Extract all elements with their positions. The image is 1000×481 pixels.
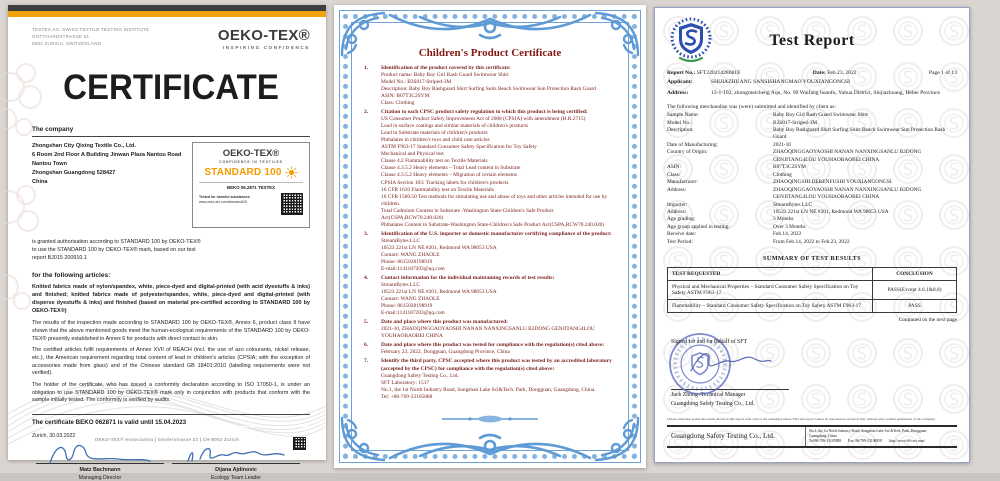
merchandise-intro: The following merchandise was (were) submitted and identified by client as: [667, 104, 836, 111]
section-heading: Date and place where this product was manufactured: [381, 319, 508, 326]
detail-value: From Feb.14, 2022 to Feb.23, 2022 [773, 238, 850, 245]
brand-tagline: INSPIRING CONFIDENCE [222, 45, 310, 50]
qr-code-icon [281, 193, 303, 215]
certificate-paragraphs: The results of the inspection made according to STANDARD 100 by OEKO-TEX®, Annex 6, product class II have shown that the above mentioned goods meet the human-ecological requirements of the STANDARD 100 by OEKO-TEX® presently established in Annex 6 for products with direct contact to skin. The certified articles fulfil requirements of Annex XVII of REACH (incl. the use of azo colourants, nickel release, etc.), the American requirement regarding total content of lead in children's articles (CPSIA; with the exception of accessories made from glass) and of the Chinese standard GB 18401:2010 (labelling requirements were not verified). The holder of the certificate, who has issued a conformity declaration according to ISO 17050-1, is under an obligation to use STANDARD 100 by OEKO-TEX® mark only in conjunction with products that conform with the sample initially tested. The conformity is verified by audits. [32, 320, 310, 404]
bottom-center-flourish-icon [385, 430, 595, 466]
disclaimer-text: Unless otherwise stated the results shown in this report refer only to the sample(s) tested. This test report cannot be reproduced, except in full, without prior written permission of the company. [667, 417, 936, 422]
detail-label: Address: [667, 186, 687, 193]
section-heading: Contact information for the individual maintaining records of test results: [381, 274, 555, 281]
signature-right [172, 441, 300, 481]
detail-label: Importer: [667, 201, 688, 208]
detail-label: Sample Name: [667, 112, 699, 119]
signature-left [36, 441, 164, 481]
detail-value: 2021-10 [773, 141, 791, 148]
section-lines: Product name: Baby Boy Girl Rash Guard Swimwear Shirt Model No.: B3S017-Striped-3M Description: Baby Boy Rashguard Shirt Surfing Suits Beach Swimwear Sun Protection Rash Guard ASIN: B07T3C2SYM Class: Clothing [381, 72, 597, 107]
test-requested-cell: Flammability – Standard Consumer Safety Specification on Toy Safety ASTM F963-17 [668, 300, 873, 313]
section-lines: February 23, 2022, Dongguan, Guangdong Province, China [381, 349, 510, 356]
date-value: Feb.23, 2022 [827, 70, 857, 76]
label-subtitle: CONFIDENCE IN TEXTILES [219, 160, 283, 164]
report-meta-row [667, 70, 957, 76]
articles-description: Knitted fabrics made of nylon/spandex, white, piece-dyed and digital-printed (with acid dyestuffs & inks) and finished; knitted fabrics made of polyester/spandex, white, piece-dyed and digital-printed (with disperse dyestuffs & inks) and finished (based on material pre-certified according to STANDARD 100 by OEKO-TEX®) [32, 284, 310, 315]
company-section-heading: The company [32, 126, 310, 137]
detail-label: Description: [667, 127, 694, 133]
section-heading: Citation to each CPSC product safety regulation to which this product is being certified: [381, 109, 588, 116]
detail-value: ZHAOQINGGAOYAOSHI NANAN NANXINGSANLU B2DONG GENJITANG4LOU YOUHAOBAOBEI CHINA [773, 149, 922, 163]
detail-value: ZHAOQINGSHI DERENFUSHI YOUXIANGONGSI [773, 179, 892, 186]
signatory-name: Dijana Ajdinovic [215, 466, 257, 473]
label-brand: OEKO-TEX® [222, 148, 280, 159]
oeko-tex-logo [218, 27, 310, 50]
signer-name: Jack Zhong /Technical Manager [671, 392, 746, 399]
issuer-address: TESTEX AG, SWISS TEXTILE TESTING INSTITUTE GOTTHARDSTRASSE 61 8002 ZURICH, SWITZERLAND [32, 27, 150, 46]
detail-label: ASIN: [667, 164, 682, 171]
report-header [667, 16, 957, 64]
section-6 [364, 342, 616, 356]
standard-100-label-box [192, 142, 310, 228]
divider-flourish-icon [364, 411, 616, 429]
table-row [668, 300, 957, 313]
section-heading: Identify the third party, CPSC accepted where this product was tested by an accredited laboratory (accepted by the CPSC) for compliance with the regulation(s) cited above: [381, 358, 612, 372]
section-number: 2. [364, 109, 369, 116]
childrens-product-certificate [334, 5, 646, 468]
section-number: 3. [364, 230, 369, 237]
conclusion-cell: PASS [873, 300, 957, 313]
detail-value: Baby Boy Rashguard Shirt Surfing Suits Beach Swimwear Sun Protection Rash Guard [773, 127, 946, 141]
footer-address-line1: No.1, the 1st North Industry Road, Songshan Lake Sci.&Tech. Park, Dongguan, [809, 428, 928, 433]
detail-value: Over 3 Months [773, 223, 806, 230]
footer-address-line2: Guangdong, China [809, 433, 837, 438]
section-lines: US Consumer Product Safety Improvement Act of 2008 (CPSIA) with amendment (H.R.2715) Lead in surface coatings and similar materials of children's products Lead in Substrate materials of children's products Phthalates in children's toys and child care articles ASTM F963-17 Standard Consumer Safety Specification for Toy Safety Mechanical and Physical test Clause 4.2 Flammability test on Textile Materials Clause 4.3.5.2 Heavy elements – Total Lead content in Substrate Clause 4.3.5.2 Heavy elements – Migration of certain elements CPSIA Section 103: Tracking labels for children's products 16 CFR 1610 Flammability test on Textile Materials 16 CFR 1500.50 Test methods for simulating use and abuse of toys and other articles intended for use by children. Total Cadmium Content in Substrate -Washington State-Children's Safe Product Act(CSPA,RCW70.240.020) Phthalates Content in Substrate-Washington State-Children's Safe Product Act(CSPA,RCW70.240.020) [381, 116, 608, 228]
results-table [667, 267, 957, 313]
company-address-block: Zhongshan City Qixing Textile Co., Ltd. 6 Room 2nd Floor A Building Jinwan Plaza Nantou Road Nantou Town Zhongshan Guangdong 528427 China [32, 143, 182, 185]
section-number: 1. [364, 65, 369, 71]
address-row [667, 90, 957, 98]
oeko-tex-certificate [8, 5, 326, 481]
section-lines: Guangdong Safety Testing Co., Ltd. SFT Laboratory: 1517 No.1, the 1st North Industry Road, Songshan Lake Sci&Tech. Park, Dongguan, Guangdong, China. Tel: +86-769-23105888 [381, 372, 596, 400]
section-1 [364, 65, 616, 107]
table-row [668, 281, 957, 300]
detail-label: Age grading: [667, 216, 696, 223]
report-no-value: SFT22021428681E [696, 70, 741, 76]
sample-details [667, 112, 957, 246]
section-heading: Identification of the U.S. importer or domestic manufacturer certifying compliance of the product: [381, 230, 612, 237]
brand-name: OEKO-TEX® [217, 27, 310, 44]
sun-icon [285, 166, 298, 179]
certificate-title: CERTIFICATE [63, 66, 279, 107]
section-lines: StreamBytes LLC 10523 221st LN NE #201, Redmond WA 98053 USA Contact: WANG ZHAOLE Phone: 8615028198919 E-mail:1141187203@qq.com [381, 237, 497, 272]
applicant-row [667, 79, 957, 87]
handwritten-signature-icon [685, 345, 775, 379]
detail-value: Feb.14, 2022 [773, 231, 802, 238]
column-header-test-requested: TEST REQUESTED [668, 268, 873, 281]
detail-label: Date of Manufacturing: [667, 141, 718, 148]
detail-label: Manufacturer: [667, 179, 698, 186]
test-report [654, 7, 970, 463]
continued-note: Continued on the next page [898, 317, 957, 324]
date-label: Date: [812, 70, 826, 76]
report-footer [667, 425, 957, 448]
validity-statement: The certificate BEKO 062871 is valid until 15.04.2023 [32, 414, 310, 427]
detail-value: StreamBytes LLC [773, 201, 813, 208]
footer-text: OEKO-TEX® Association | Genferstrasse 23 | CH-8002 Zurich [94, 437, 240, 442]
detail-label: Receive date: [667, 231, 697, 238]
detail-value: 3 Months [773, 216, 794, 223]
section-heading: Date and place where this product was tested for compliance with the regulation(s) cited above: [381, 342, 605, 349]
conclusion-cell: PASS(Except 4.6.1&8.8) [873, 281, 957, 300]
certificate-title: Children's Product Certificate [418, 47, 562, 59]
authorisation-paragraph: is granted authorisation according to STANDARD 100 by OEKO-TEX® to use the STANDARD 100 by OEKO-TEX® mark, based on our test report BJ015 200910.1 [32, 239, 201, 262]
detail-label: Country of Origin: [667, 149, 708, 156]
section-2 [364, 109, 616, 228]
detail-label: Age group applied in testing: [667, 223, 730, 230]
section-lines: StreamBytes LLC 10523 221st LN NE #201, Redmond WA 98053 USA Contact: WANG ZHAOLE Phone: 8615028198919 E-mail:1141187203@qq.com [381, 281, 497, 317]
column-header-conclusion: CONCLUSION [873, 268, 957, 281]
signatory-title: Managing Director [78, 474, 122, 481]
report-title: Test Report [769, 32, 855, 49]
detail-label: Class: [667, 171, 681, 178]
address-value: 13-1-102, zhongmeicheng Aqu, No. 99 Waifang huanfu, Yuhua District, Shijiazhuang, Hebei Province [711, 89, 940, 96]
section-number: 5. [364, 319, 369, 326]
signatory-name: Matz Bachmann [79, 466, 121, 473]
section-5 [364, 319, 616, 340]
label-url: www.oeko-tex.com/standard100 [199, 200, 248, 205]
sft-laboratory-logo [669, 16, 713, 64]
detail-value: B3S017-Striped-3M [773, 119, 818, 126]
footer-address-block [805, 427, 957, 446]
applicant-value: SHIJIAZHUANG SANSISHANGMAO YOUXIANGONGSI [711, 79, 851, 85]
signature-stamp-block [667, 331, 957, 415]
section-lines: 2021-10, ZHAOQINGGAOYAOSHI NANAN NANXINGSANLU B2DONG GENJITANG4LOU YOUHAOBAOBEI CHINA [381, 326, 595, 340]
summary-title: SUMMARY OF TEST RESULTS [763, 255, 861, 263]
detail-value: ZHAOQINGGAOYAOSHI NANAN NANXINGSANLU B2DONG GENJITANG4LOU YOUHAOBAOBEI CHINA [773, 186, 922, 201]
label-cert-number: BEKO 06.2871 TESTEX [199, 182, 303, 190]
detail-value: B07T3C2SYM [773, 164, 806, 171]
signatory-title: Ecology Team Leader [210, 474, 262, 481]
detail-value: Baby Boy Girl Rash Guard Swimwear Shirt [773, 112, 868, 119]
footer-contacts [809, 439, 954, 444]
label-tested-text: Tested for harmful substances [199, 195, 250, 199]
qr-code-icon [293, 437, 306, 450]
section-number: 6. [364, 342, 369, 349]
section-number: 4. [364, 274, 369, 281]
articles-heading: for the following articles: [32, 272, 111, 280]
section-heading: Identification of the product covered by this certificate: [381, 65, 511, 71]
section-3 [364, 231, 616, 273]
detail-label: Address: [667, 208, 687, 215]
detail-value: 10523 221st LN NE #201, Redmond WA 98053 USA [773, 208, 889, 215]
section-4 [364, 275, 616, 317]
section-7 [364, 358, 616, 400]
report-no-label: Report No.: [667, 70, 696, 76]
certificate-header [32, 27, 310, 50]
test-requested-cell: Physical and Mechanical Properties – Standard Consumer Safety Specification on Toy Safety ASTM F963-17 [668, 281, 873, 300]
detail-value: Clothing [773, 171, 792, 178]
detail-label: Model No.: [667, 119, 692, 126]
detail-label: Test Period: [667, 238, 693, 245]
footer-tel: Tel:86-769-23105888 [809, 438, 842, 443]
footer-company: Guangdong Safety Testing Co., Ltd. [671, 432, 775, 441]
label-standard-100: STANDARD 100 [204, 167, 282, 178]
page-indicator: Page 1 of 13 [928, 70, 957, 76]
signed-for-text: Signed for and on Behalf of SFT [671, 339, 747, 346]
certificate-footer [8, 428, 326, 446]
footer-url: http://www.sft-cert.com/ [888, 438, 926, 443]
address-label: Address: [667, 89, 689, 96]
signer-company: Guangdong Safety Testing Co., Ltd. [671, 401, 755, 408]
place-and-date: Zurich, 30.03.2022 [32, 432, 76, 439]
section-number: 7. [364, 358, 369, 365]
applicant-label: Applicant: [667, 79, 693, 85]
footer-fax: Fax: 86-769-23106858 [848, 438, 882, 443]
